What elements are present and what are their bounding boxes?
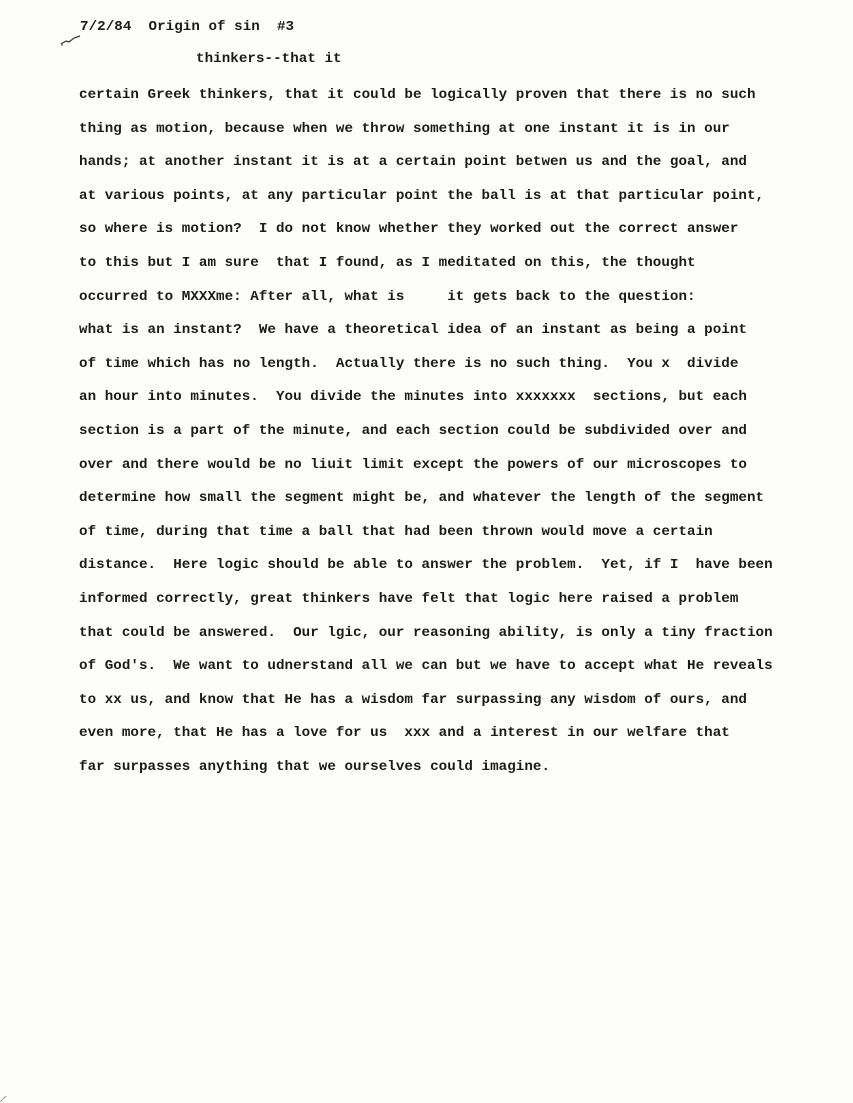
page-subheader: thinkers--that it bbox=[196, 51, 342, 67]
text-line: thing as motion, because when we throw something at one instant it is in our bbox=[79, 120, 730, 137]
text-line: an hour into minutes. You divide the minutes into xxxxxxx sections, but each bbox=[79, 389, 747, 406]
text-line: that could be answered. Our lgic, our reasoning ability, is only a tiny fraction bbox=[79, 624, 773, 641]
text-line: over and there would be no liuit limit except the powers of our microscopes to bbox=[79, 456, 747, 473]
text-line: far surpasses anything that we ourselves could imagine. bbox=[79, 758, 551, 775]
text-line: of time, during that time a ball that had been thrown would move a certain bbox=[79, 523, 713, 540]
text-line: informed correctly, great thinkers have felt that logic here raised a problem bbox=[79, 590, 739, 607]
text-line: occurred to MXXXme: After all, what is it gets back to the question: bbox=[79, 288, 696, 305]
text-line: of time which has no length. Actually there is no such thing. You x divide bbox=[79, 355, 739, 372]
text-line: at various points, at any particular point the ball is at that particular point, bbox=[79, 187, 765, 204]
text-line: hands; at another instant it is at a certain point betwen us and the goal, and bbox=[79, 154, 747, 171]
text-line: determine how small the segment might be, and whatever the length of the segment bbox=[79, 490, 765, 507]
text-line: even more, that He has a love for us xxx and a interest in our welfare that bbox=[79, 725, 730, 742]
page-header: 7/2/84 Origin of sin #3 bbox=[80, 19, 295, 35]
text-line: what is an instant? We have a theoretical idea of an instant as being a point bbox=[79, 322, 747, 339]
text-line: to this but I am sure that I found, as I meditated on this, the thought bbox=[79, 254, 696, 271]
text-line: of God's. We want to udnerstand all we can but we have to accept what He reveals bbox=[79, 658, 773, 675]
pen-mark-icon bbox=[60, 35, 82, 47]
corner-scan-mark-icon bbox=[0, 1092, 10, 1102]
text-line: section is a part of the minute, and each section could be subdivided over and bbox=[79, 422, 747, 439]
text-line: distance. Here logic should be able to answer the problem. Yet, if I have been bbox=[79, 557, 773, 574]
text-line: certain Greek thinkers, that it could be logically proven that there is no such bbox=[79, 87, 756, 103]
body-text bbox=[79, 85, 779, 790]
text-line: to xx us, and know that He has a wisdom far surpassing any wisdom of ours, and bbox=[79, 691, 747, 708]
text-line: so where is motion? I do not know whether they worked out the correct answer bbox=[79, 221, 739, 238]
